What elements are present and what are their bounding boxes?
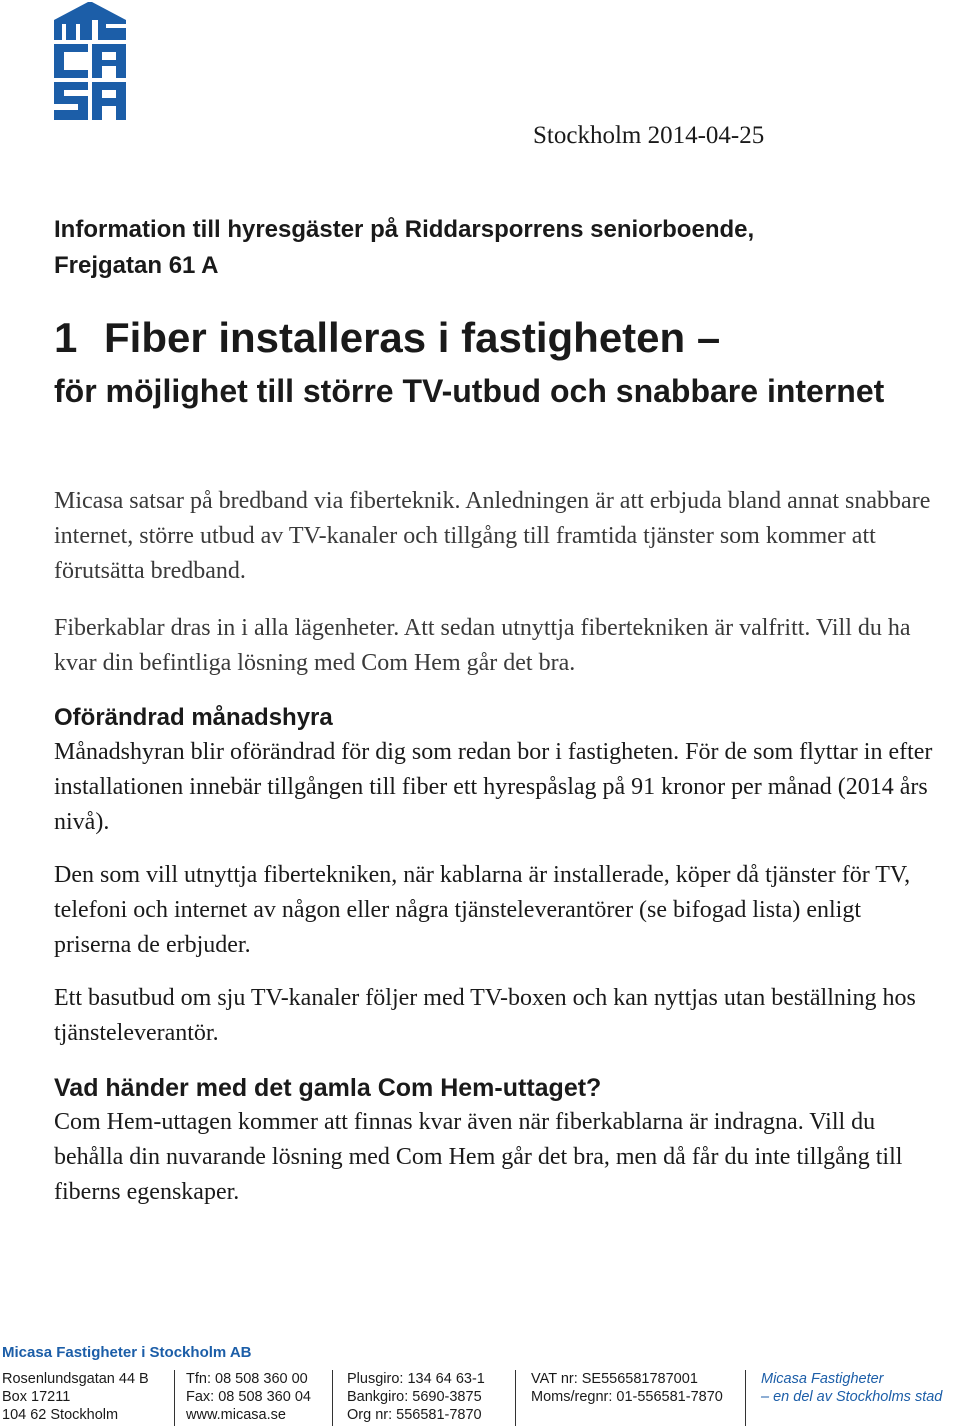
- footer-company: Micasa Fastigheter i Stockholm AB: [2, 1344, 252, 1361]
- footer-vat: VAT nr: SE556581787001: [531, 1371, 698, 1387]
- paragraph-4: Den som vill utnyttja fibertekniken, när kablarna är installerade, köper då tjänster för TV, telefoni och internet av någon eller några tjänsteleverantörer (se bifogad lista) enligt priserna de erbjuder.: [54, 862, 911, 958]
- footer-bank: [347, 1370, 485, 1424]
- section-title: Fiber installeras i fastigheten –: [104, 314, 721, 361]
- footer-website-link[interactable]: www.micasa.se: [186, 1407, 286, 1423]
- footer-contact: [186, 1370, 311, 1424]
- footer-orgnr: Org nr: 556581-7870: [347, 1407, 482, 1423]
- footer-tax: [531, 1370, 723, 1406]
- section-heading: [54, 312, 924, 364]
- footer-divider: [332, 1370, 333, 1426]
- footer-bankgiro: Bankgiro: 5690-3875: [347, 1389, 482, 1405]
- footer-brand-line: Micasa Fastigheter: [761, 1371, 884, 1387]
- paragraph-3: Månadshyran blir oförändrad för dig som redan bor i fastigheten. För de som flyttar in efter installationen innebär tillgången till fiber ett hyrespåslag på 91 kronor per månad (2014 års nivå).: [54, 739, 933, 835]
- footer-address-line: Rosenlundsgatan 44 B: [2, 1371, 149, 1387]
- footer-fax: Fax: 08 508 360 04: [186, 1389, 311, 1405]
- footer-address-line: 104 62 Stockholm: [2, 1407, 119, 1423]
- paragraph-6: Com Hem-uttagen kommer att finnas kvar även när fiberkablarna är indragna. Vill du behålla din nuvarande lösning med Com Hem går det bra, men då får du inte tillgång till fiberns egenskaper.: [54, 1109, 903, 1205]
- footer-moms: Moms/regnr: 01-556581-7870: [531, 1389, 723, 1405]
- footer-phone: Tfn: 08 508 360 00: [186, 1371, 308, 1387]
- footer-divider: [174, 1370, 175, 1426]
- rent-heading: Oförändrad månadshyra: [54, 704, 333, 731]
- paragraph-2: Fiberkablar dras in i alla lägenheter. Att sedan utnyttja fibertekniken är valfritt. Vill du ha kvar din befintliga lösning med Com Hem går det bra.: [54, 615, 911, 676]
- footer-plusgiro: Plusgiro: 134 64 63-1: [347, 1371, 485, 1387]
- intro-line-1: Information till hyresgäster på Riddarsporrens seniorboende,: [54, 216, 755, 243]
- footer-brand-line: – en del av Stockholms stad: [761, 1389, 943, 1405]
- micasa-logo: [54, 2, 126, 120]
- paragraph-5: Ett basutbud om sju TV-kanaler följer med TV-boxen och kan nyttjas utan beställning hos tjänsteleverantör.: [54, 985, 916, 1046]
- intro-line-2: Frejgatan 61 A: [54, 252, 219, 279]
- paragraph-1: Micasa satsar på bredband via fiberteknik. Anledningen är att erbjuda bland annat snabbare internet, större utbud av TV-kanaler och tillgång till framtida tjänster som kommer att förutsätta bredband.: [54, 488, 931, 584]
- letter-date: Stockholm 2014-04-25: [533, 122, 765, 149]
- footer-address: [2, 1370, 149, 1424]
- footer-divider: [745, 1370, 746, 1426]
- footer-brand: [761, 1370, 942, 1406]
- section-subtitle: för möjlighet till större TV-utbud och snabbare internet: [54, 373, 885, 409]
- footer-divider: [515, 1370, 516, 1426]
- outlet-heading: Vad händer med det gamla Com Hem-uttaget?: [54, 1074, 602, 1102]
- section-number: 1: [54, 314, 78, 361]
- footer-address-line: Box 17211: [2, 1389, 71, 1405]
- intro-heading: [54, 212, 914, 284]
